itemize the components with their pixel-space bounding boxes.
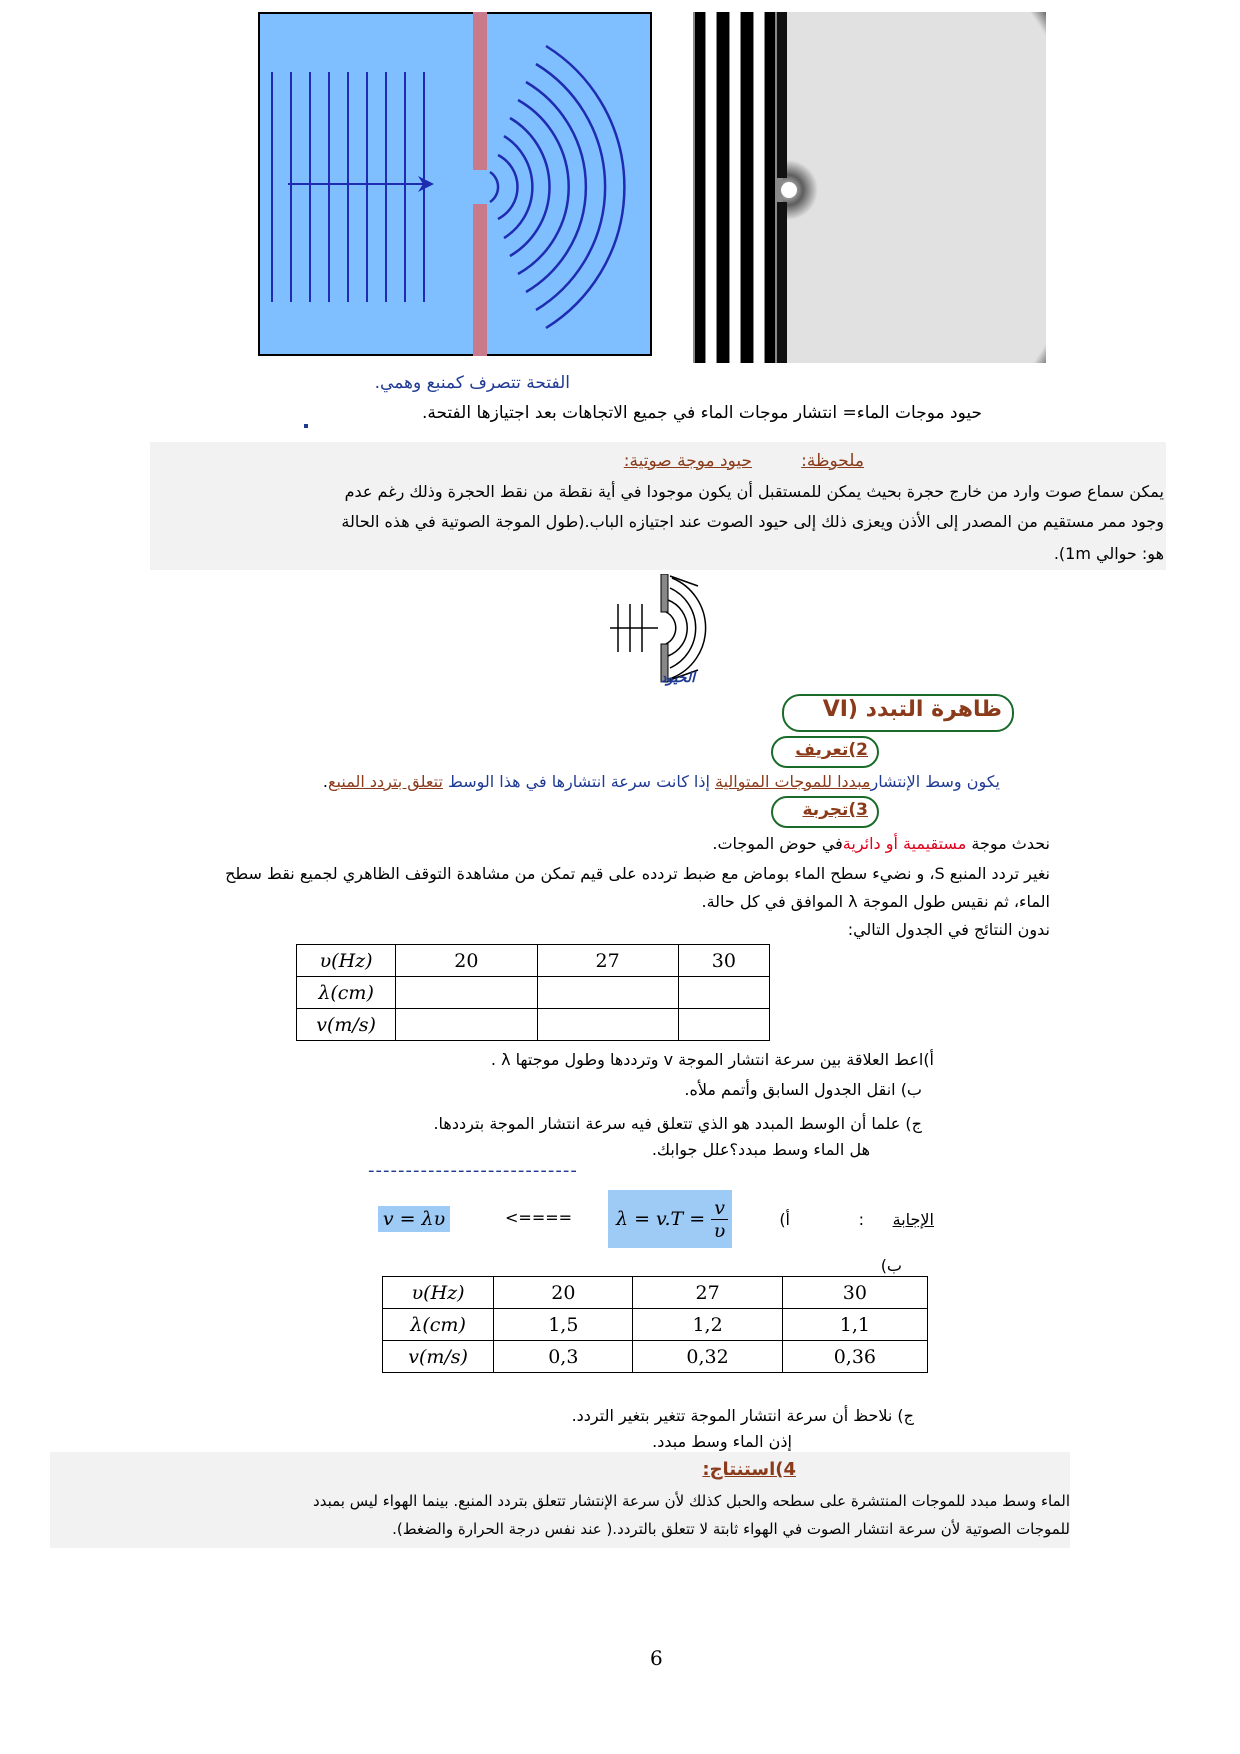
def-part-5: . — [322, 772, 329, 791]
aperture-caption: الفتحة تتصرف كمنبع وهمي. — [374, 373, 570, 393]
implication-arrow: <==== — [505, 1208, 573, 1227]
exp-part-b: مستقيمية أو دائرية — [842, 834, 967, 853]
note-line-1: يمكن سماع صوت وارد من خارج حجرة بحيث يمكن للمستقبل أن يكون موجودا في أية نقطة من نقط الحجرة وذلك رغم عدم — [344, 482, 1164, 501]
table-cell: 30 — [782, 1277, 927, 1309]
table-cell: λ(cm) — [297, 977, 396, 1009]
table-cell — [678, 1009, 769, 1041]
table-cell: 0,32 — [633, 1341, 782, 1373]
table-row — [297, 945, 770, 977]
question-b: ب) انقل الجدول السابق وأتمم ملأه. — [684, 1080, 922, 1099]
formula-lambda-lhs: λ = v.T = — [616, 1208, 706, 1230]
answer-c-line-1: ج) نلاحظ أن سرعة انتشار الموجة تتغير بتغير التردد. — [571, 1406, 914, 1425]
note-heading: ملحوظة: — [801, 451, 864, 471]
definition-label: 2)تعريف — [795, 740, 868, 760]
table-cell — [396, 1009, 537, 1041]
table-cell — [396, 977, 537, 1009]
sound-diffraction-diagram — [608, 574, 728, 684]
table-cell — [678, 977, 769, 1009]
formula-fraction — [711, 1197, 728, 1242]
experiment-line-4: ندون النتائج في الجدول التالي: — [847, 920, 1050, 939]
answer-c-line-2: إذن الماء وسط مبدد. — [652, 1432, 792, 1451]
table-cell: 27 — [633, 1277, 782, 1309]
note-line-3: هو: حوالي 1m). — [1053, 544, 1164, 563]
def-part-1: يكون وسط الإنتشار — [870, 772, 1000, 791]
table-cell: 0,3 — [494, 1341, 633, 1373]
table-row — [383, 1309, 928, 1341]
experiment-line-1 — [712, 830, 1050, 857]
table-cell: 20 — [494, 1277, 633, 1309]
table-cell — [537, 977, 678, 1009]
answer-a-marker: أ) — [779, 1210, 790, 1229]
blue-dot — [304, 424, 308, 428]
table-row — [297, 977, 770, 1009]
answer-label: الإجابة — [892, 1210, 934, 1229]
table-cell: υ(Hz) — [383, 1277, 494, 1309]
table-row — [383, 1277, 928, 1309]
conclusion-label: 4)استنتاج: — [702, 1459, 796, 1480]
formula-lambda — [608, 1190, 732, 1248]
table-cell: λ(cm) — [383, 1309, 494, 1341]
diffraction-caption: حيود موجات الماء= انتشار موجات الماء في جميع الاتجاهات بعد اجتيازها الفتحة. — [421, 403, 982, 423]
table-row — [383, 1341, 928, 1373]
conclusion-line-2: للموجات الصوتية لأن سرعة انتشار الصوت في الهواء ثابتة لا تتعلق بالتردد.( عند نفس درجة الحرارة والضغط). — [392, 1520, 1070, 1538]
diffraction-figure-blue — [258, 12, 652, 356]
table-results — [382, 1276, 928, 1373]
exp-part-c: في حوض الموجات. — [712, 834, 843, 853]
formula-numerator: v — [711, 1197, 728, 1220]
experiment-line-2: نغير تردد المنبع S، و نضيء سطح الماء بوماض مع ضبط تردده على قيم تمكن من مشاهدة التوقف الظاهري لجميع نقط سطح — [225, 864, 1050, 883]
definition-text — [323, 768, 1000, 795]
table-cell: 1,1 — [782, 1309, 927, 1341]
table-cell: υ(Hz) — [297, 945, 396, 977]
def-part-4: تتعلق بتردد المنبع — [328, 772, 443, 791]
question-c-2: هل الماء وسط مبدد؟علل جوابك. — [651, 1140, 870, 1159]
question-a: أ)اعط العلاقة بين سرعة انتشار الموجة v وترددها وطول موجتها λ . — [490, 1050, 934, 1069]
page-number: 6 — [650, 1646, 663, 1670]
diffraction-label: الحيود — [660, 670, 695, 686]
def-part-2: مبددا للموجات المتوالية — [715, 772, 871, 791]
table-cell: 1,2 — [633, 1309, 782, 1341]
formula-v-lambda-nu: v = λυ — [378, 1206, 450, 1232]
answer-colon: : — [858, 1210, 864, 1229]
table-empty-results — [296, 944, 770, 1041]
answer-separator: ---------------------------- — [368, 1160, 578, 1181]
diffraction-figure-photo — [693, 12, 1046, 363]
formula-denominator: υ — [713, 1219, 726, 1242]
table-row — [297, 1009, 770, 1041]
def-part-3: إذا كانت سرعة انتشارها في هذا الوسط — [442, 772, 716, 791]
experiment-label: 3)تجربة — [802, 800, 868, 820]
table-cell: 1,5 — [494, 1309, 633, 1341]
conclusion-line-1: الماء وسط مبدد للموجات المنتشرة على سطحه والحبل كذلك لأن سرعة الإنتشار تتعلق بتردد المنبع. بينما الهواء ليس بمبدد — [313, 1492, 1070, 1510]
section-vi-title: VI) ظاهرة التبدد — [822, 697, 1002, 722]
table-cell: 27 — [537, 945, 678, 977]
exp-part-a: نحدث موجة — [966, 834, 1050, 853]
table-cell — [537, 1009, 678, 1041]
table-cell: 30 — [678, 945, 769, 977]
experiment-line-3: الماء، ثم نقيس طول الموجة λ الموافق في كل حالة. — [701, 892, 1050, 911]
table-cell: 20 — [396, 945, 537, 977]
table-cell: v(m/s) — [297, 1009, 396, 1041]
answer-b-marker: ب) — [880, 1256, 902, 1275]
table-cell: v(m/s) — [383, 1341, 494, 1373]
table-cell: 0,36 — [782, 1341, 927, 1373]
question-c-1: ج) علما أن الوسط المبدد هو الذي تتعلق فيه سرعة انتشار الموجة بترددها. — [433, 1114, 922, 1133]
note-line-2: وجود ممر مستقيم من المصدر إلى الأذن ويعزى ذلك إلى حيود الصوت عند اجتيازه الباب.(طول الموجة الصوتية في هذه الحالة — [341, 512, 1164, 531]
note-title: حيود موجة صوتية: — [623, 451, 752, 471]
